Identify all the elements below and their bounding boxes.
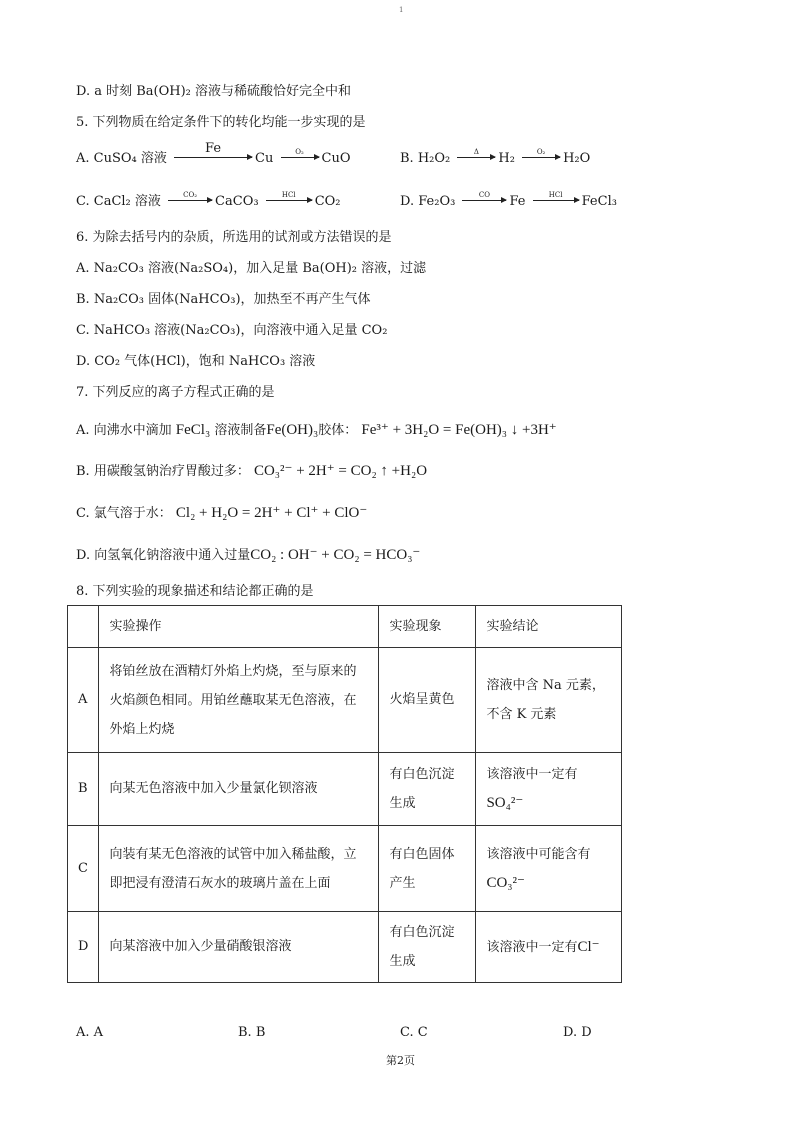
row-conclusion — [476, 912, 622, 983]
row-conclusion — [476, 826, 622, 912]
q7-stem: 7. 下列反应的离子方程式正确的是 — [76, 385, 275, 400]
q7-a-equation: Fe³⁺ + 3H₂O = Fe(OH)₃ ↓ +3H⁺ — [361, 422, 557, 438]
row-conclusion-ion: SO₄²⁻ — [486, 794, 524, 811]
q8-option-d: D. D — [563, 1025, 592, 1040]
table-header-row — [68, 606, 622, 648]
row-conclusion-ion: CO₃²⁻ — [486, 874, 525, 891]
table-row — [68, 648, 622, 753]
row-operation: 将铂丝放在酒精灯外焰上灼烧，至与原来的火焰颜色相同。用铂丝蘸取某无色溶液，在外焰上灼烧 — [99, 648, 379, 753]
q7-c-text: C. 氯气溶于水： — [76, 506, 172, 521]
q5-c-r1: CO₂ — [183, 191, 197, 199]
q6-option-b: B. Na₂CO₃ 固体(NaHCO₃)，加热至不再产生气体 — [76, 292, 371, 307]
arrow-icon — [457, 148, 495, 158]
row-phenomenon: 有白色沉淀生成 — [379, 912, 476, 983]
q5-a-s3: CuO — [321, 151, 351, 166]
table-header-cell: 实验现象 — [379, 606, 476, 648]
q5-option-d — [400, 191, 617, 210]
q5-c-s1: CaCl₂ 溶液 — [93, 194, 161, 209]
row-phenomenon: 有白色固体产生 — [379, 826, 476, 912]
q5-d-s2: Fe — [509, 194, 526, 209]
q6-option-d: D. CO₂ 气体(HCl)，饱和 NaHCO₃ 溶液 — [76, 354, 316, 369]
arrow-icon — [462, 191, 506, 201]
q5-c-r2: HCl — [281, 191, 296, 199]
q5-option-c — [76, 191, 341, 210]
q7-d-text: D. 向氢氧化钠溶液中通入过量 — [76, 548, 251, 563]
q5-a-s1: CuSO₄ 溶液 — [93, 151, 167, 166]
q5-d-s1: Fe₂O₃ — [418, 194, 456, 209]
q7-option-c — [76, 505, 367, 522]
q5-b-r1: Δ — [473, 148, 479, 156]
q7-option-b — [76, 463, 427, 480]
q8-option-c: C. C — [400, 1025, 428, 1040]
row-conclusion — [476, 753, 622, 826]
table-row — [68, 753, 622, 826]
table-row — [68, 912, 622, 983]
arrow-icon — [168, 191, 212, 201]
q7-a-text2: 溶液制备 — [214, 423, 267, 438]
table-row — [68, 826, 622, 912]
q5-option-a — [76, 141, 351, 167]
q5-b-s2: H₂ — [498, 151, 515, 166]
row-label: C — [68, 826, 99, 912]
q7-a-text: A. 向沸水中滴加 — [76, 423, 172, 438]
table-header-cell: 实验操作 — [99, 606, 379, 648]
row-phenomenon: 火焰呈黄色 — [379, 648, 476, 753]
q5-b-s1: H₂O₂ — [417, 151, 451, 166]
row-label: D — [68, 912, 99, 983]
table-header-cell: 实验结论 — [476, 606, 622, 648]
q8-stem: 8. 下列实验的现象描述和结论都正确的是 — [76, 584, 314, 599]
row-conclusion-ion: Cl⁻ — [577, 938, 600, 955]
q4-option-d: D. a 时刻 Ba(OH)₂ 溶液与稀硫酸恰好完全中和 — [76, 84, 352, 99]
q6-option-a: A. Na₂CO₃ 溶液(Na₂SO₄)，加入足量 Ba(OH)₂ 溶液，过滤 — [76, 261, 427, 276]
q6-stem: 6. 为除去括号内的杂质，所选用的试剂或方法错误的是 — [76, 230, 392, 245]
q5-b-r2: O₂ — [536, 148, 546, 156]
q5-c-label: C. — [76, 194, 94, 209]
q7-b-equation: CO₃²⁻ + 2H⁺ = CO₂ ↑ +H₂O — [253, 463, 428, 479]
q7-a-text3: 胶体： — [318, 423, 358, 438]
q7-b-text: B. 用碳酸氢钠治疗胃酸过多： — [76, 464, 250, 479]
row-label: A — [68, 648, 99, 753]
page-number: 第2页 — [386, 1054, 415, 1067]
q5-d-label: D. — [400, 194, 419, 209]
row-conclusion-text: 该溶液中可能含有 — [486, 846, 591, 862]
q7-option-a — [76, 422, 557, 439]
arrow-icon — [522, 148, 560, 158]
q7-d-equation: CO₂ : OH⁻ + CO₂ = HCO₃⁻ — [250, 547, 421, 563]
q7-option-d — [76, 547, 420, 564]
experiment-table — [67, 605, 622, 983]
q8-option-a: A. A — [76, 1025, 104, 1040]
q7-c-equation: Cl₂ + H₂O = 2H⁺ + Cl⁺ + ClO⁻ — [175, 505, 368, 521]
q8-option-b: B. B — [238, 1025, 266, 1040]
q5-b-s3: H₂O — [563, 151, 591, 166]
row-conclusion-text: 该溶液中一定有 — [486, 939, 578, 955]
row-operation: 向某无色溶液中加入少量氯化钡溶液 — [99, 753, 379, 826]
q5-d-r2: HCl — [548, 191, 563, 199]
row-label: B — [68, 753, 99, 826]
q5-option-b — [400, 148, 591, 167]
arrow-icon — [281, 148, 319, 158]
row-conclusion: 溶液中含 Na 元素，不含 K 元素 — [476, 648, 622, 753]
q5-stem: 5. 下列物质在给定条件下的转化均能一步实现的是 — [76, 115, 366, 130]
q5-b-label: B. — [400, 151, 418, 166]
row-phenomenon: 有白色沉淀生成 — [379, 753, 476, 826]
arrow-icon — [533, 191, 579, 201]
q5-a-r2: O₂ — [295, 148, 304, 156]
q5-a-s2: Cu — [255, 151, 274, 166]
row-operation: 向装有某无色溶液的试管中加入稀盐酸，立即把浸有澄清石灰水的玻璃片盖在上面 — [99, 826, 379, 912]
q5-d-r1: CO — [478, 191, 491, 199]
q5-a-r1: Fe — [205, 141, 222, 156]
row-conclusion-text: 该溶液中一定有 — [486, 766, 578, 782]
q5-c-s3: CO₂ — [314, 194, 341, 209]
q6-option-c: C. NaHCO₃ 溶液(Na₂CO₃)，向溶液中通入足量 CO₂ — [76, 323, 388, 338]
table-header-cell — [68, 606, 99, 648]
q5-d-s3: FeCl₃ — [581, 194, 617, 209]
q5-c-s2: CaCO₃ — [215, 194, 259, 209]
q7-a-formula-1: FeCl₃ — [175, 422, 211, 438]
q7-a-formula-2: Fe(OH)₃ — [266, 422, 319, 438]
arrow-icon — [174, 141, 252, 158]
q5-a-label: A. — [76, 151, 94, 166]
row-operation: 向某溶液中加入少量硝酸银溶液 — [99, 912, 379, 983]
page-header-mark: 1 — [399, 6, 404, 14]
arrow-icon — [266, 191, 312, 201]
